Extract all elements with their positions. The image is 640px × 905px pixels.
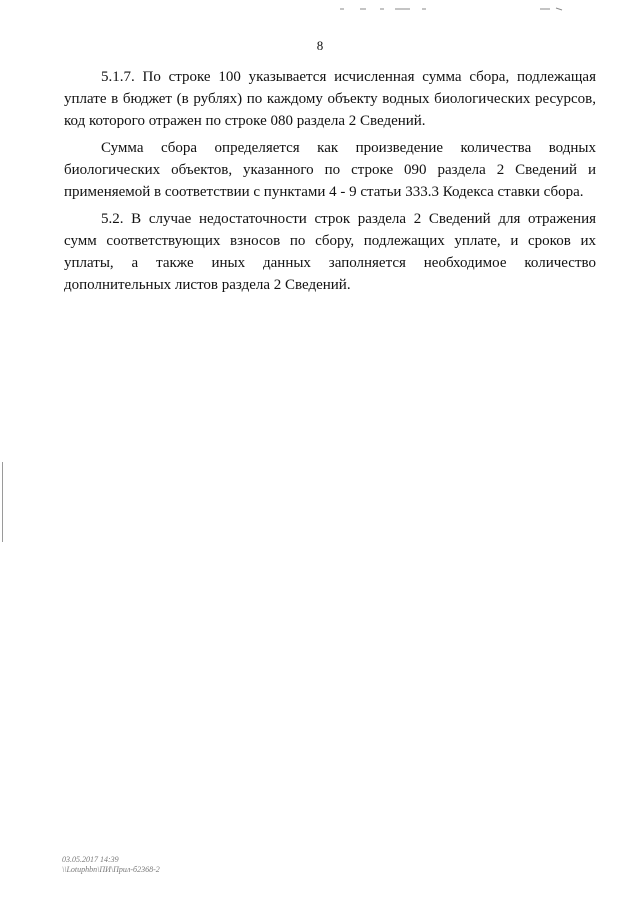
text-line: применяемой в соответствии с пунктами 4 - 9 статьи 333.3 Кодекса ставки сбора. xyxy=(64,184,584,200)
paragraph-5-1-7 xyxy=(64,66,596,132)
text-line: уплаты, а также иных данных заполняется необходимое количество xyxy=(64,255,596,271)
text-line: 5.2. В случае недостаточности строк раздела 2 Сведений для отражения xyxy=(101,211,596,227)
scan-edge-mark xyxy=(2,462,3,542)
footer-stamp xyxy=(62,855,160,875)
text-line: дополнительных листов раздела 2 Сведений. xyxy=(64,277,351,293)
text-line: Сумма сбора определяется как произведение количества водных xyxy=(101,140,596,156)
paragraph-fee-sum xyxy=(64,137,596,203)
footer-timestamp: 03.05.2017 14:39 xyxy=(62,855,119,864)
text-line: код которого отражен по строке 080 раздела 2 Сведений. xyxy=(64,113,426,129)
text-line: 5.1.7. По строке 100 указывается исчисленная сумма сбора, подлежащая xyxy=(101,69,596,85)
text-line: биологических объектов, указанного по строке 090 раздела 2 Сведений и xyxy=(64,162,596,178)
text-line: уплате в бюджет (в рублях) по каждому объекту водных биологических ресурсов, xyxy=(64,91,596,107)
page-number: 8 xyxy=(316,38,324,53)
text-line: сумм соответствующих взносов по сбору, подлежащих уплате, и сроков их xyxy=(64,233,596,249)
document-body xyxy=(64,66,596,301)
paragraph-5-2 xyxy=(64,208,596,296)
footer-file-ref: \\Lotuphbn\ПИ\Прил-б2368-2 xyxy=(62,865,160,874)
scan-artifact-marks xyxy=(340,6,570,12)
